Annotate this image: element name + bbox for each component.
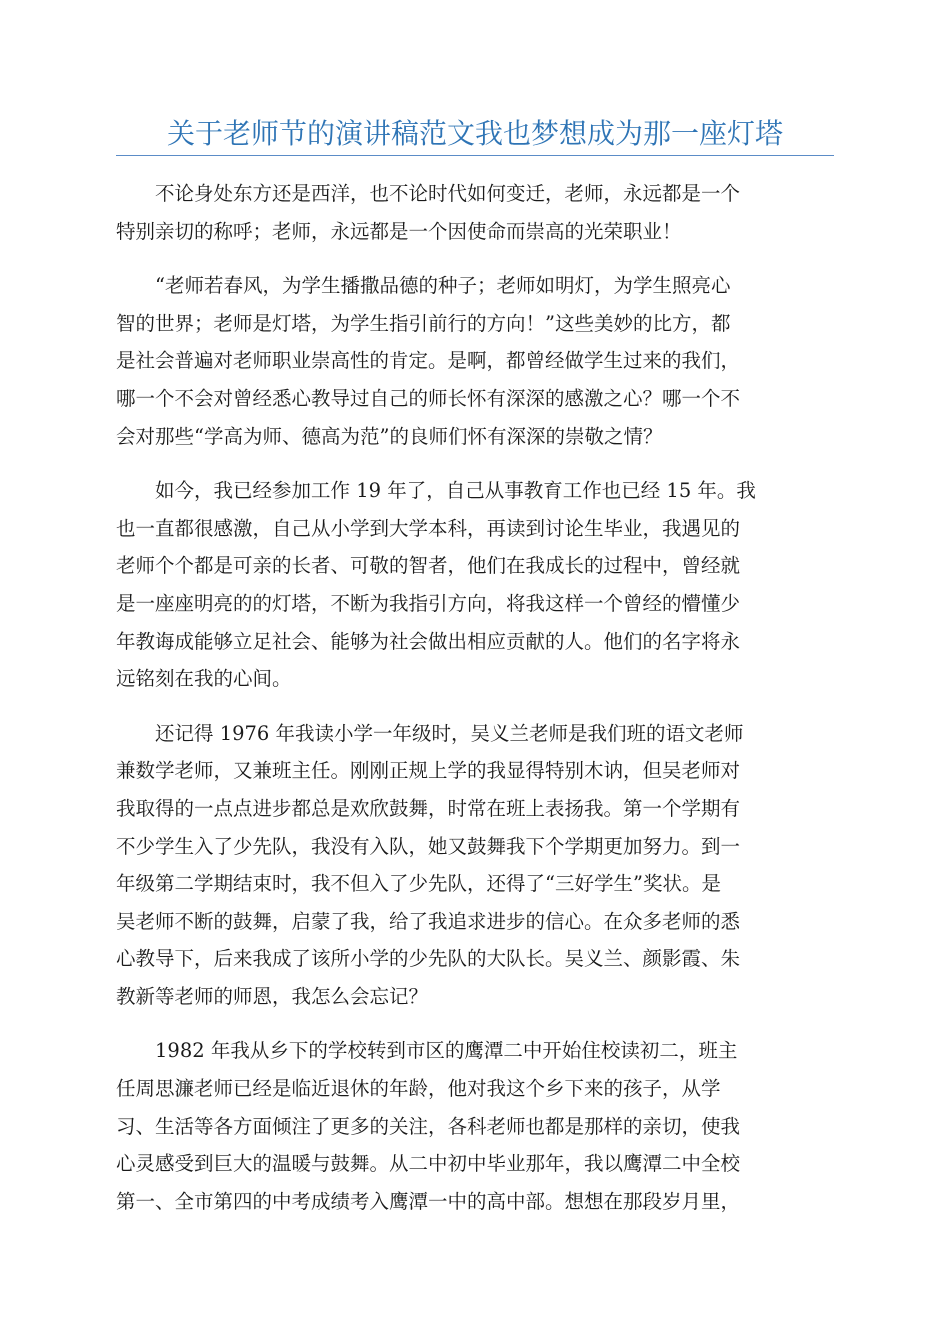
title-underline — [116, 155, 834, 156]
text-line: 心灵感受到巨大的温暖与鼓舞。从二中初中毕业那年，我以鹰潭二中全校 — [116, 1152, 741, 1176]
text-line: 习、生活等各方面倾注了更多的关注，各科老师也都是那样的亲切，使我 — [116, 1114, 741, 1138]
text-line: 兼数学老师，又兼班主任。刚刚正规上学的我显得特别木讷，但吴老师对 — [116, 759, 741, 783]
text-line: 吴老师不断的鼓舞，启蒙了我，给了我追求进步的信心。在众多老师的悉 — [116, 909, 741, 933]
text-line: 1982 年我从乡下的学校转到市区的鹰潭二中开始住校读初二，班主 — [155, 1039, 738, 1063]
document-title: 关于老师节的演讲稿范文我也梦想成为那一座灯塔 — [166, 117, 783, 150]
text-line: 特别亲切的称呼；老师，永远都是一个因使命而崇高的光荣职业！ — [116, 219, 682, 243]
text-line: 我取得的一点点进步都总是欢欣鼓舞，时常在班上表扬我。第一个学期有 — [116, 796, 741, 820]
text-line: 如今，我已经参加工作 19 年了，自己从事教育工作也已经 15 年。我 — [155, 479, 756, 503]
paragraph-3 — [116, 472, 834, 698]
text-line: “老师若春风，为学生播撒品德的种子；老师如明灯，为学生照亮心 — [155, 274, 731, 298]
text-line: 是一座座明亮的的灯塔，不断为我指引方向，将我这样一个曾经的懵懂少 — [116, 591, 741, 615]
document-body — [116, 175, 834, 1237]
text-line: 哪一个不会对曾经悉心教导过自己的师长怀有深深的感激之心？哪一个不 — [116, 386, 741, 410]
paragraph-1 — [116, 175, 834, 250]
text-line: 第一、全市第四的中考成绩考入鹰潭一中的高中部。想想在那段岁月里， — [116, 1189, 741, 1213]
text-line: 也一直都很感激，自己从小学到大学本科，再读到讨论生毕业，我遇见的 — [116, 516, 741, 540]
text-line: 远铭刻在我的心间。 — [116, 667, 292, 691]
paragraph-4 — [116, 715, 834, 1016]
text-line: 年教诲成能够立足社会、能够为社会做出相应贡献的人。他们的名字将永 — [116, 629, 741, 653]
text-line: 不少学生入了少先队，我没有入队，她又鼓舞我下个学期更加努力。到一 — [116, 834, 741, 858]
text-line: 智的世界；老师是灯塔，为学生指引前行的方向！”这些美妙的比方，都 — [116, 311, 731, 335]
text-line: 心教导下，后来我成了该所小学的少先队的大队长。吴义兰、颜影霞、朱 — [116, 947, 741, 971]
text-line: 还记得 1976 年我读小学一年级时，吴义兰老师是我们班的语文老师 — [155, 721, 744, 745]
text-line: 老师个个都是可亲的长者、可敬的智者，他们在我成长的过程中，曾经就 — [116, 554, 741, 578]
text-line: 会对那些“学高为师、德高为范”的良师们怀有深深的崇敬之情？ — [116, 424, 663, 448]
paragraph-2 — [116, 267, 834, 455]
text-line: 任周思濂老师已经是临近退休的年龄，他对我这个乡下来的孩子，从学 — [116, 1077, 721, 1101]
text-line: 不论身处东方还是西洋，也不论时代如何变迁，老师，永远都是一个 — [155, 182, 741, 205]
paragraph-5 — [116, 1032, 834, 1220]
text-line: 是社会普遍对老师职业崇高性的肯定。是啊，都曾经做学生过来的我们， — [116, 349, 741, 373]
text-line: 教新等老师的师恩，我怎么会忘记？ — [116, 984, 429, 1008]
text-line: 年级第二学期结束时，我不但入了少先队，还得了“三好学生”奖状。是 — [116, 872, 721, 896]
